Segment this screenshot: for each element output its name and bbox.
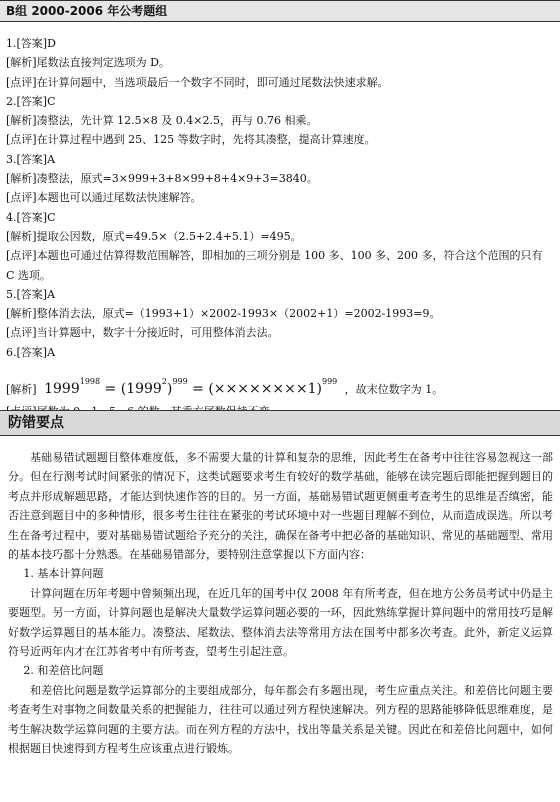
item2-paragraph: 和差倍比问题是数学运算部分的主要组成部分，每年都会有多题出现，考生应重点关注。和差倍比问题主要考查考生对事物之间数量关系的把握能力，往往可以通过列方程快速解决。列方程的思路能够降低思维难度，是考生解决数学运算问题的主要方法。而在列方程的方法中，找出等量关系是关键。因此在和差倍比问题中，如何根据题目快速得到方程考生应该重点进行锻炼。	[8, 683, 553, 756]
q6-answer: 6.[答案]A	[6, 345, 56, 359]
q6-formula	[44, 377, 338, 398]
formula-outer-exp: 999	[172, 377, 188, 387]
q2-analysis: [解析]凑整法，先计算 12.5×8 及 0.4×2.5，再与 0.76 相乘。	[6, 114, 318, 128]
q5-comment: [点评]当计算题中，数字十分接近时，可用整体消去法。	[6, 326, 279, 340]
q3-answer: 3.[答案]A	[6, 152, 56, 166]
formula-right: (××××××××1)	[208, 381, 322, 398]
formula-right-exp: 999	[322, 377, 338, 387]
item2-title: 2. 和差倍比问题	[23, 664, 104, 678]
section-a-title: B组 2000-2006 年公考题组	[6, 4, 168, 18]
q2-comment: [点评]在计算过程中遇到 25、125 等数字时，先将其凑整，提高计算速度。	[6, 133, 376, 147]
answer-list	[6, 34, 554, 421]
q3-comment: [点评]本题也可以通过尾数法快速解答。	[6, 191, 202, 205]
q5-answer: 5.[答案]A	[6, 287, 56, 301]
formula-exp: 1998	[79, 377, 101, 387]
q1-comment: [点评]在计算问题中，当选项最后一个数字不同时，即可通过尾数法快速求解。	[6, 75, 389, 89]
formula-mid-base: (1999	[120, 381, 162, 398]
tips-body	[8, 448, 553, 759]
q1-analysis: [解析]尾数法直接判定选项为 D。	[6, 56, 170, 70]
q6-analysis	[6, 362, 554, 402]
item1-paragraph: 计算问题在历年考题中曾频频出现，在近几年的国考中仅 2008 年有所考查，但在地方公务员考试中仍是主要题型。另一方面，计算问题也是解决大量数学运算问题必要的一环，因此熟练掌握计算问题中的常用技巧是解好数学运算题目的基本能力。凑整法、尾数法、整体消去法等常用方法在国考中都多次考查。此外，新定义运算符号近两年内才在江苏省考中有所考查，望考生引起注意。	[8, 586, 553, 659]
q1-answer: 1.[答案]D	[6, 37, 56, 50]
q4-comment: [点评]本题也可通过估算得数范围解答，即相加的三项分别是 100 多、100 多、200 多，符合这个范围的只有 C 选项。	[6, 249, 543, 282]
formula-eq: =	[104, 381, 117, 398]
formula-eq2: =	[192, 381, 204, 398]
q3-analysis: [解析]凑整法，原式=3×999+3+8×99+8+4×9+3=3840。	[6, 172, 318, 186]
section-a-heading	[0, 0, 560, 22]
formula-base: 1999	[44, 381, 80, 398]
intro-paragraph: 基础易错试题题目整体难度低，多不需要大量的计算和复杂的思维，因此考生在备考中往往容易忽视这一部分。但在行测考试时间紧张的情况下，这类试题要求考生有较好的数学基础，能够在读完题后即能把握到题目的考点并形成解题思路，才能达到快速作答的目的。另一方面，基础易错试题更侧重考查考生的思维是否缜密，能否注意到题目中的多种情形，很多考生往往在紧张的考试环境中对一些题目理解不到位，从而造成误选。所以考生在备考过程中，要对基础易错试题给予充分的关注，确保在备考中把必备的基础知识、常见的基础题型、常用的基本技巧都十分熟悉。在基础易错部分，要特别注意掌握以下方面内容：	[8, 451, 553, 562]
formula-mid-inner-exp: 2	[161, 377, 167, 387]
q6-analysis-tail: ，故末位数字为 1。	[344, 383, 444, 397]
q4-analysis: [解析]提取公因数，原式=49.5×（2.5+2.4+5.1）=495。	[6, 229, 302, 243]
section-b-heading	[0, 410, 560, 436]
formula-mid-close: )	[166, 381, 173, 398]
item1-title: 1. 基本计算问题	[23, 567, 104, 581]
q2-answer: 2.[答案]C	[6, 94, 56, 108]
q5-analysis: [解析]整体消去法，原式=（1993+1）×2002-1993×（2002+1）=2002-1993=9。	[6, 307, 441, 321]
q4-answer: 4.[答案]C	[6, 210, 56, 224]
section-b-title: 防错要点	[8, 415, 64, 431]
q6-analysis-label: [解析]	[6, 383, 37, 397]
